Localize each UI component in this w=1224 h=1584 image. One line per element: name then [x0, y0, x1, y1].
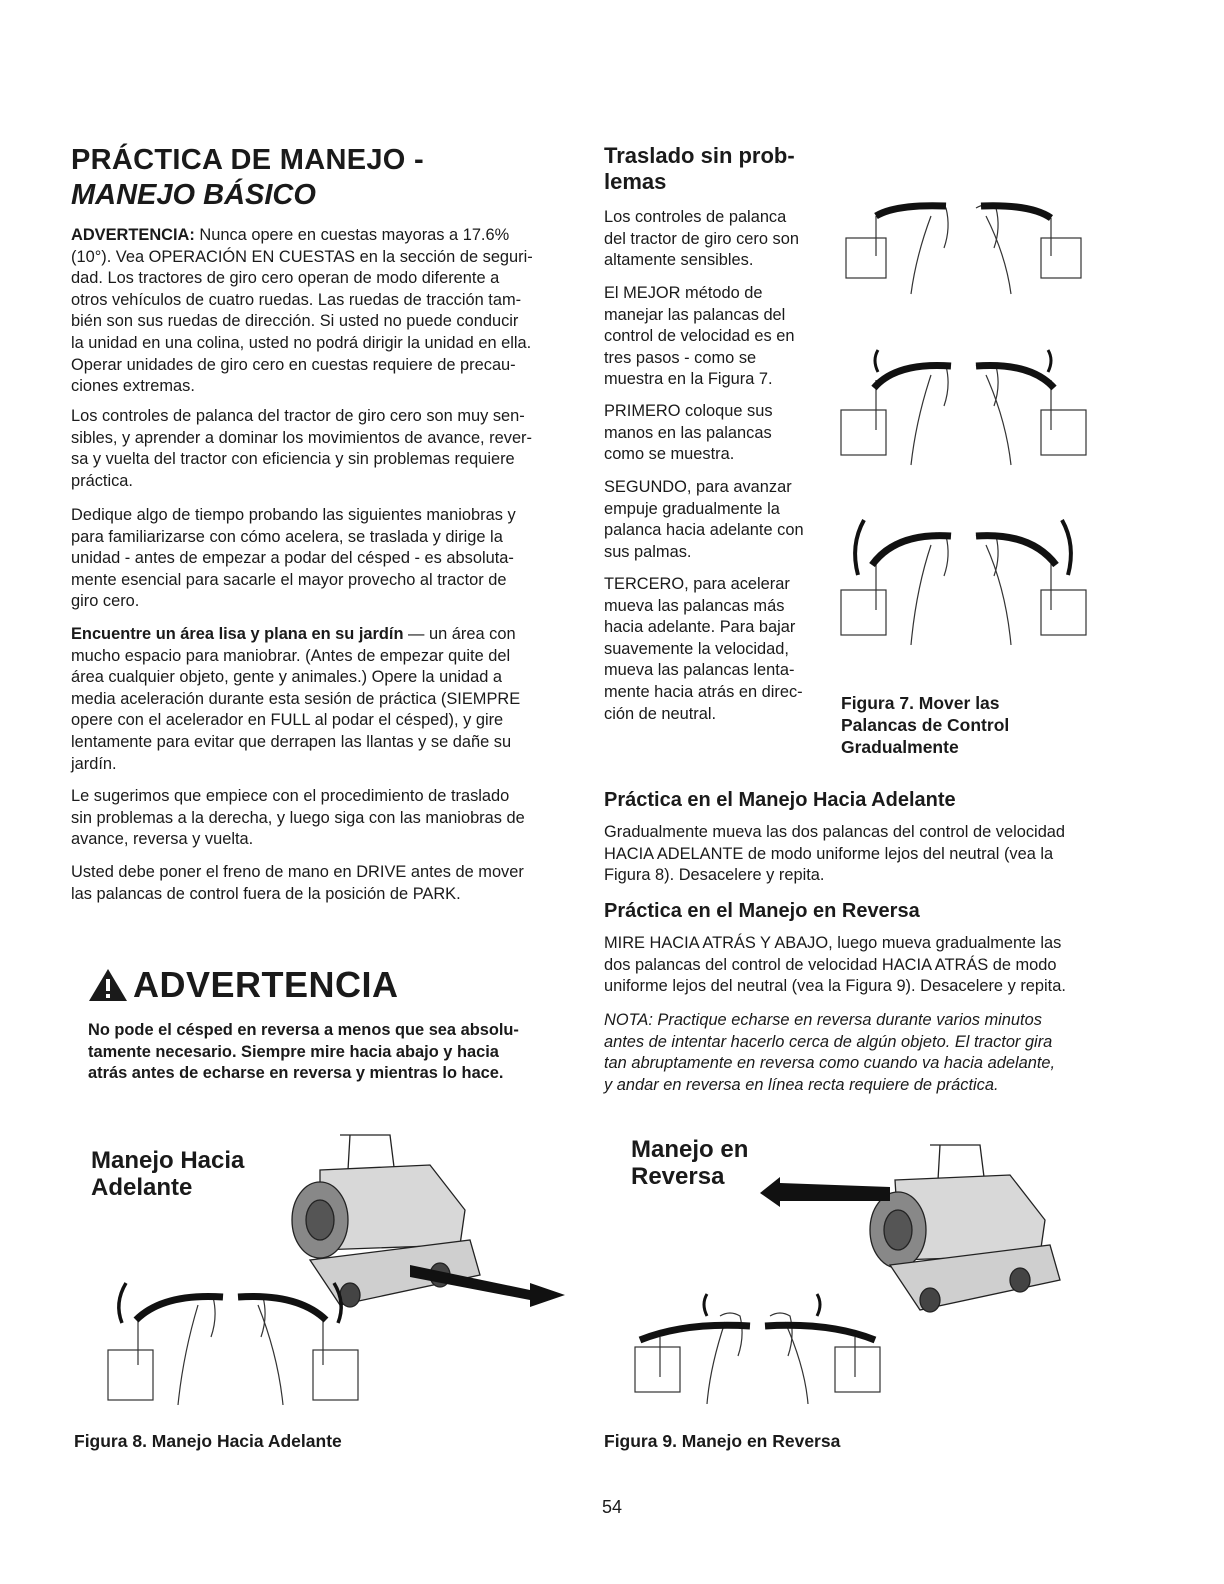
nota-label: NOTA: — [604, 1011, 653, 1029]
text-line: sin problemas a la derecha, y luego siga con las maniobras de — [71, 808, 525, 827]
warning-line: ciones extremas. — [71, 377, 195, 396]
text-line: Le sugerimos que empiece con el procedimiento de traslado — [71, 787, 510, 805]
figure7-hands-forward-illustration — [836, 340, 1091, 470]
text-line: opere con el acelerador en FULL al podar el césped), y gire — [71, 711, 504, 730]
reversa-text — [604, 933, 1124, 998]
text-line: No pode el césped en reversa a menos que sea absolu- — [88, 1021, 519, 1039]
paragraph-practice — [71, 505, 571, 613]
warning-line: otros vehículos de cuatro ruedas. Las ruedas de tracción tam- — [71, 290, 522, 309]
figure8-title — [91, 1147, 244, 1201]
text-line: suavemente la velocidad, — [604, 639, 789, 658]
text-line: giro cero. — [71, 592, 140, 611]
text-line: Usted debe poner el freno de mano en DRIVE antes de mover — [71, 863, 524, 881]
advertencia-text — [88, 1020, 578, 1085]
text-line: tres pasos - como se — [604, 348, 757, 367]
traslado-p5 — [604, 574, 834, 725]
text-line: El MEJOR método de — [604, 284, 763, 302]
text-line: las palancas de control fuera de la posición de PARK. — [71, 884, 461, 903]
paragraph-find-area — [71, 624, 571, 775]
text-line: SEGUNDO, para avanzar — [604, 478, 792, 496]
text-line: PRIMERO coloque sus — [604, 402, 773, 420]
paragraph-controls — [71, 406, 571, 492]
text-line: uniforme lejos del neutral (vea la Figura 9). Desacelere y repita. — [604, 977, 1066, 996]
warning-line: dad. Los tractores de giro cero operan de modo diferente a — [71, 269, 500, 288]
title-line: Manejo en — [631, 1136, 749, 1163]
text-line: tan abruptamente en reversa como cuando va hacia adelante, — [604, 1054, 1056, 1073]
text-line: HACIA ADELANTE de modo uniforme lejos del neutral (vea la — [604, 844, 1054, 863]
nota-first-line: Practique echarse en reversa durante varios minutos — [652, 1011, 1042, 1029]
traslado-p4 — [604, 477, 834, 563]
traslado-p2 — [604, 283, 834, 391]
text-line: empuje gradualmente la — [604, 499, 780, 518]
title-line: Manejo Hacia — [91, 1147, 245, 1174]
advertencia-heading: ADVERTENCIA — [133, 964, 399, 1005]
caption-line: Palancas de Control — [841, 715, 1010, 735]
figure9-caption: Figura 9. Manejo en Reversa — [604, 1431, 841, 1451]
text-line: antes de intentar hacerlo cerca de algún objeto. El tractor gira — [604, 1032, 1053, 1051]
text-line: Gradualmente mueva las dos palancas del control de velocidad — [604, 823, 1066, 841]
figure7-hands-neutral-illustration — [836, 196, 1091, 296]
text-line: unidad - antes de empezar a podar del césped - es absoluta- — [71, 549, 514, 568]
traslado-p3 — [604, 401, 834, 466]
text-line: mueva las palancas más — [604, 596, 785, 615]
text-line: mueva las palancas lenta- — [604, 661, 795, 680]
nota-paragraph — [604, 1010, 1124, 1096]
text-line: hacia adelante. Para bajar — [604, 618, 796, 637]
page-subtitle: MANEJO BÁSICO — [71, 179, 316, 211]
text-line: lentamente para evitar que derrapen las llantas y se dañe su — [71, 732, 512, 751]
figure7-caption — [841, 692, 1009, 758]
title-line: Adelante — [91, 1174, 193, 1201]
warning-line: la unidad en una colina, usted no podrá dirigir la unidad en ella. — [71, 333, 532, 352]
page-title: PRÁCTICA DE MANEJO - — [71, 144, 424, 176]
figure7-hands-accelerate-illustration — [836, 510, 1091, 650]
text-line: práctica. — [71, 471, 133, 490]
text-line: sus palmas. — [604, 542, 692, 561]
paragraph-suggestion — [71, 786, 571, 851]
text-line: Figura 8). Desacelere y repita. — [604, 866, 825, 885]
text-line: palanca hacia adelante con — [604, 521, 804, 540]
figure9-title — [631, 1136, 748, 1190]
traslado-heading — [604, 143, 795, 195]
text-line: muestra en la Figura 7. — [604, 370, 773, 389]
text-line: mente hacia atrás en direc- — [604, 682, 803, 701]
text-line: TERCERO, para acelerar — [604, 575, 790, 593]
heading-line: Traslado sin prob- — [604, 143, 795, 168]
find-area-rest: — un área con — [403, 625, 516, 643]
text-line: Los controles de palanca — [604, 208, 787, 226]
text-line: control de velocidad es en — [604, 327, 795, 346]
text-line: Los controles de palanca del tractor de giro cero son muy sen- — [71, 407, 525, 425]
text-line: dos palancas del control de velocidad HACIA ATRÁS de modo — [604, 955, 1057, 974]
title-line: Reversa — [631, 1163, 725, 1190]
warning-line: bién son sus ruedas de dirección. Si usted no puede conducir — [71, 312, 519, 331]
caption-line: Gradualmente — [841, 737, 959, 757]
text-line: sa y vuelta del tractor con eficiencia y sin problemas requiere — [71, 450, 515, 469]
text-line: sibles, y aprender a dominar los movimientos de avance, rever- — [71, 428, 532, 447]
text-line: mente esencial para sacarle el mayor provecho al tractor de — [71, 570, 507, 589]
figure9-hands-reverse-illustration — [625, 1292, 890, 1407]
text-line: como se muestra. — [604, 445, 735, 464]
text-line: manos en las palancas — [604, 423, 772, 442]
text-line: avance, reversa y vuelta. — [71, 830, 254, 849]
text-line: Dedique algo de tiempo probando las siguientes maniobras y — [71, 506, 516, 524]
find-area-bold: Encuentre un área lisa y plana en su jardín — [71, 625, 404, 643]
heading-line: lemas — [604, 169, 667, 194]
text-line: área cualquier objeto, gente y animales.) Opere la unidad a — [71, 668, 502, 687]
adelante-heading: Práctica en el Manejo Hacia Adelante — [604, 789, 956, 811]
figure8-caption: Figura 8. Manejo Hacia Adelante — [74, 1431, 342, 1451]
text-line: para familiarizarse con cómo acelera, se traslada y dirige la — [71, 527, 503, 546]
warning-line: Operar unidades de giro cero en cuestas requiere de precau- — [71, 355, 516, 374]
text-line: y andar en reversa en línea recta requiere de práctica. — [604, 1075, 999, 1094]
warning-paragraph — [71, 225, 571, 398]
figure8-hands-forward-illustration — [108, 1275, 358, 1410]
text-line: jardín. — [71, 754, 117, 773]
text-line: mucho espacio para maniobrar. (Antes de empezar quite del — [71, 646, 511, 665]
page-number: 54 — [601, 1497, 623, 1517]
text-line: tamente necesario. Siempre mire hacia abajo y hacia — [88, 1042, 499, 1061]
paragraph-brake — [71, 862, 571, 905]
text-line: del tractor de giro cero son — [604, 229, 799, 248]
text-line: manejar las palancas del — [604, 305, 786, 324]
text-line: altamente sensibles. — [604, 251, 754, 270]
text-line: atrás antes de echarse en reversa y mientras lo hace. — [88, 1064, 504, 1083]
warning-triangle-icon — [88, 968, 128, 1002]
adelante-text — [604, 822, 1124, 887]
text-line: ción de neutral. — [604, 704, 717, 723]
traslado-p1 — [604, 207, 834, 272]
caption-line: Figura 7. Mover las — [841, 693, 1000, 713]
reversa-heading: Práctica en el Manejo en Reversa — [604, 900, 920, 922]
warning-label: ADVERTENCIA: — [71, 226, 195, 244]
warning-line: (10°). Vea OPERACIÓN EN CUESTAS en la sección de seguri- — [71, 247, 533, 266]
text-line: MIRE HACIA ATRÁS Y ABAJO, luego mueva gradualmente las — [604, 934, 1062, 952]
text-line: media aceleración durante esta sesión de práctica (SIEMPRE — [71, 689, 521, 708]
warning-line-1: Nunca opere en cuestas mayoras a 17.6% — [194, 226, 510, 244]
